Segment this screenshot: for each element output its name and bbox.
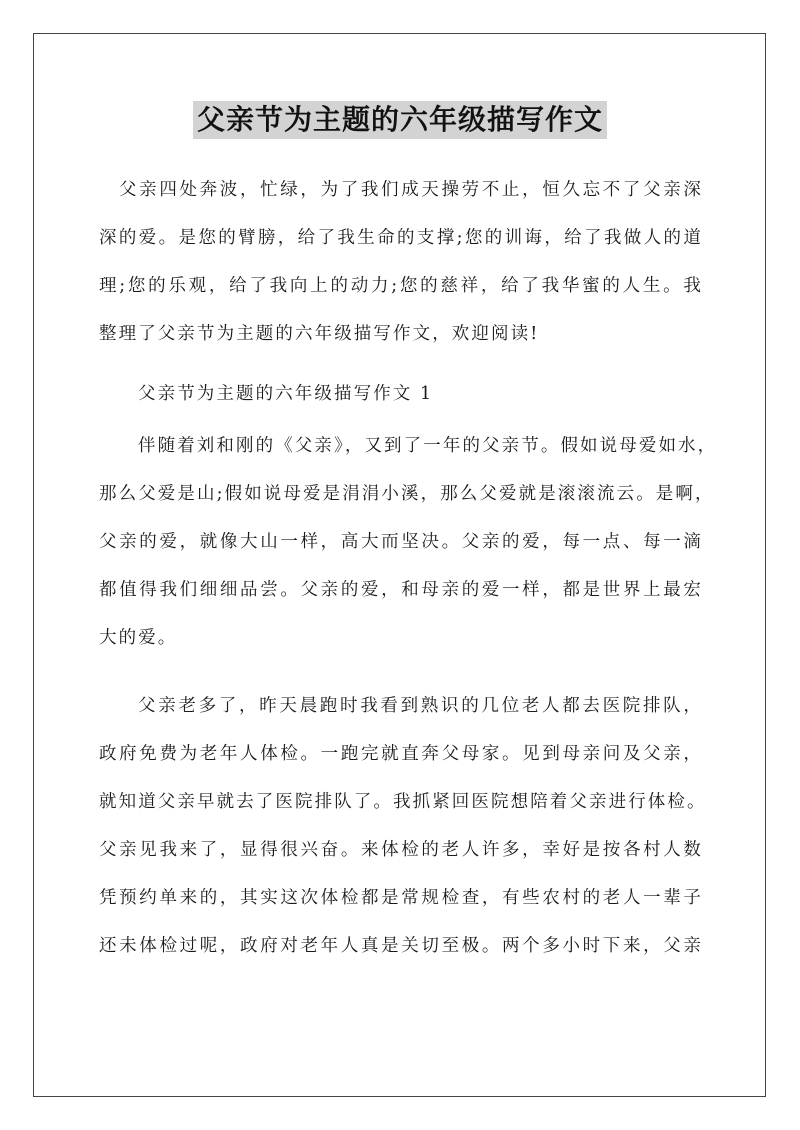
paragraph-line: 父亲见我来了，显得很兴奋。来体检的老人许多，幸好是按各村人数 <box>99 840 703 860</box>
paragraph-2 <box>99 682 707 970</box>
intro-line: 深的爱。是您的臂膀，给了我生命的支撑;您的训诲，给了我做人的道 <box>99 228 703 248</box>
paragraph-line: 父亲的爱，就像大山一样，高大而坚决。父亲的爱，每一点、每一滴 <box>99 532 703 552</box>
paragraph-line: 就知道父亲早就去了医院排队了。我抓紧回医院想陪着父亲进行体检。 <box>99 792 707 812</box>
section-heading-wrap <box>99 370 703 418</box>
paragraph-line: 伴随着刘和刚的《父亲》，又到了一年的父亲节。假如说母爱如水， <box>138 436 718 456</box>
intro-line: 理;您的乐观，给了我向上的动力;您的慈祥，给了我华蜜的人生。我 <box>99 276 703 296</box>
section-heading: 父亲节为主题的六年级描写作文 1 <box>138 384 434 404</box>
paragraph-line: 大的爱。 <box>99 628 178 648</box>
paragraph-line: 那么父爱是山;假如说母爱是涓涓小溪，那么父爱就是滚滚流云。是啊， <box>99 484 715 504</box>
paragraph-line: 凭预约单来的，其实这次体检都是常规检查，有些农村的老人一辈子 <box>99 888 703 908</box>
paragraph-1 <box>99 422 718 662</box>
title-container <box>0 101 800 139</box>
paragraph-line: 还未体检过呢，政府对老年人真是关切至极。两个多小时下来，父亲 <box>99 936 703 956</box>
intro-paragraph <box>99 166 703 358</box>
paragraph-line: 政府免费为老年人体检。一跑完就直奔父母家。见到母亲问及父亲， <box>99 744 703 764</box>
paragraph-line: 都值得我们细细品尝。父亲的爱，和母亲的爱一样，都是世界上最宏 <box>99 580 703 600</box>
paragraph-line: 父亲老多了，昨天晨跑时我看到熟识的几位老人都去医院排队， <box>138 696 703 716</box>
intro-line: 父亲四处奔波，忙绿，为了我们成天操劳不止，恒久忘不了父亲深 <box>119 180 703 200</box>
intro-line: 整理了父亲节为主题的六年级描写作文，欢迎阅读! <box>99 324 540 344</box>
document-title: 父亲节为主题的六年级描写作文 <box>193 101 607 139</box>
